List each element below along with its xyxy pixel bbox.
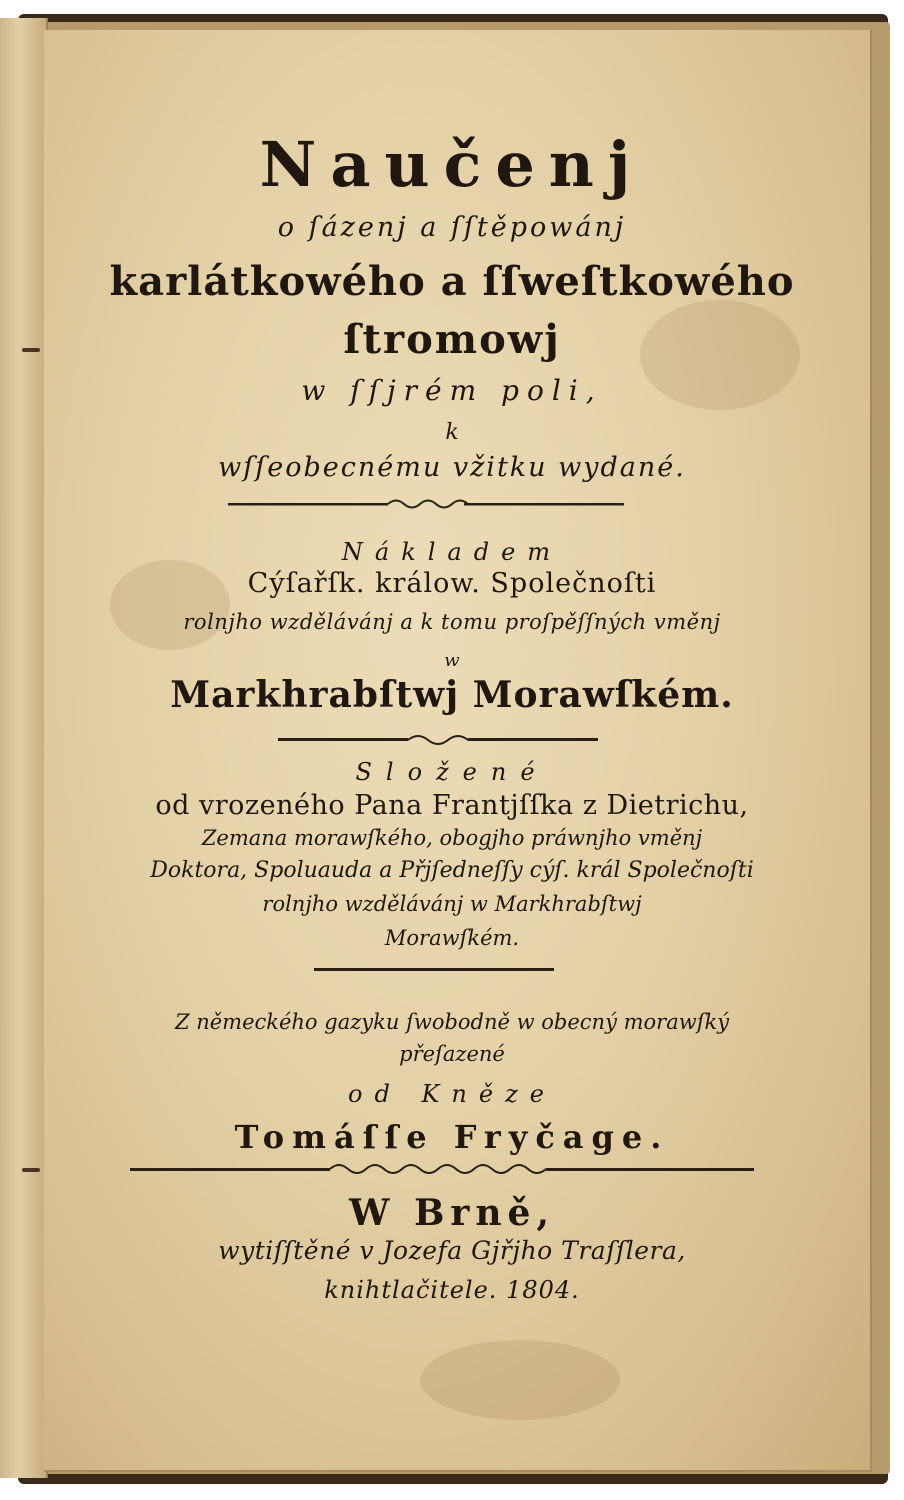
book-title: Naučenj [259,128,645,201]
translator-line: Z německého gazyku ſwobodně w obecný morawſký [174,1010,730,1034]
publisher-line: Cýſařſk. králow. Společnoſti [247,568,657,599]
author-line: od vrozeného Pana Frantjſſka z Dietrichu, [155,790,749,821]
author-line: Morawſkém. [384,926,520,950]
author-line: rolnjho wzdělávánj w Markhrabſtwj [262,892,642,916]
author-line: Složené [355,758,549,786]
subtitle-line: k [445,420,459,445]
subtitle-line: o ſázenj a ſſtěpowánj [277,212,627,243]
subtitle-line: wſſeobecnému vžitku wydané. [218,452,686,483]
publisher-line: Markhrabſtwj Morawſkém. [170,674,734,716]
subtitle-line: ſtromowj [343,316,561,363]
translator-line: Tomáſſe Fryčage. [234,1118,670,1156]
subtitle-line: w ſſjrém poli, [301,374,603,407]
author-line: Zemana morawſkého, obogjho práwnjho vměnj [201,826,703,850]
author-line: Doktora, Spoluauda a Přjſedneſſy cýſ. král Společnoſti [150,858,754,883]
translator-line: přeſazené [399,1042,505,1066]
publisher-line: rolnjho wzdělávánj a k tomu proſpěſſných vměnj [183,610,721,634]
subtitle-line: karlátkowého a ſſweſtkowého [109,258,795,305]
ornamental-divider [278,732,598,748]
binding-stitch [22,1168,40,1172]
publisher-line: Nákladem [341,538,563,566]
imprint-line: W Brně, [349,1192,555,1234]
divider-rule [314,968,554,971]
publisher-line: w [444,650,460,671]
translator-line: od Kněze [348,1080,556,1108]
imprint-line: wytiſſtěné v Jozefa Gjřjho Traſſlera, [218,1236,686,1265]
paper-stain [420,1340,620,1420]
ornamental-divider [130,1160,754,1178]
ornamental-divider [228,496,624,512]
imprint-line: knihtlačitele. 1804. [324,1276,580,1304]
